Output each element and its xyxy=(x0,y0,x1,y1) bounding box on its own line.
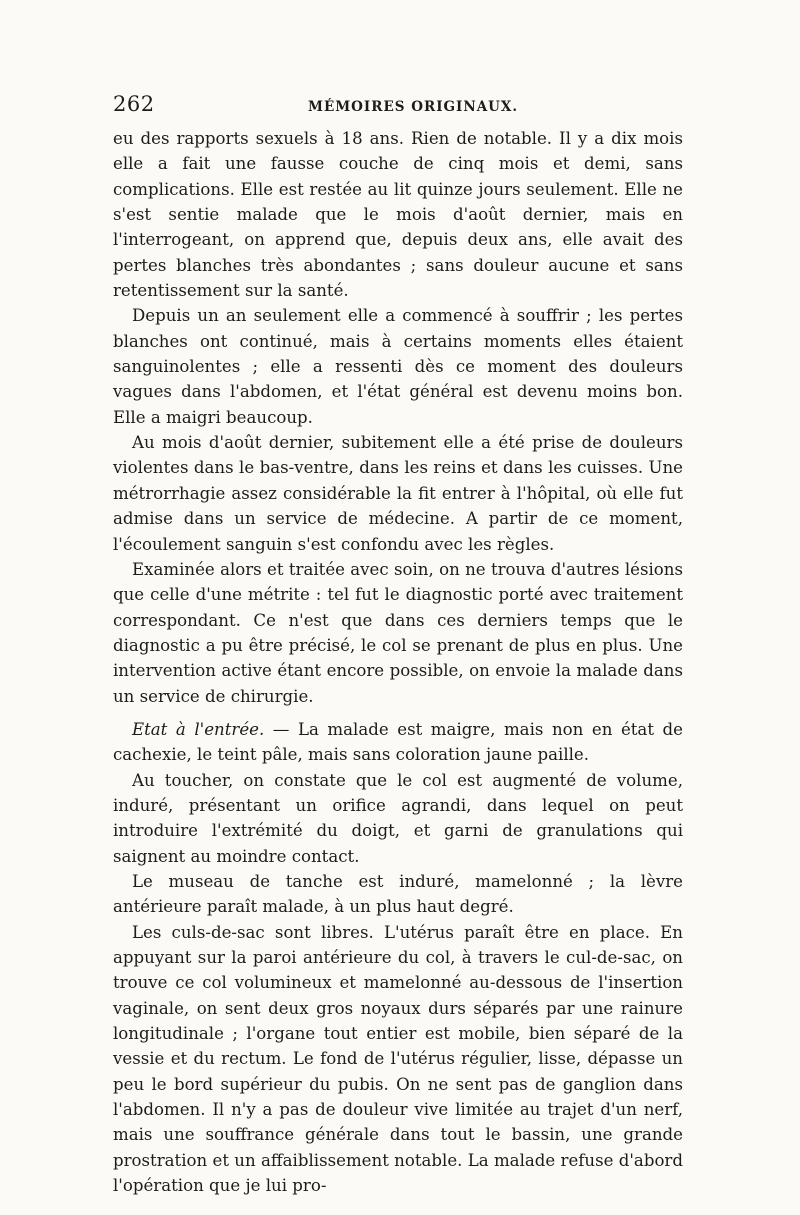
section-heading-etat-entree: Etat à l'entrée. xyxy=(132,719,265,739)
paragraph-2: Depuis un an seulement elle a commencé à souffrir ; les pertes blanches ont continué, mais à certains moments elles étaient sanguinolentes ; elle a ressenti dès ce moment des douleurs vagues dans l'abdomen, et l'état général est devenu moins bon. Elle a maigri beaucoup. xyxy=(113,306,683,427)
paragraph-7: Le museau de tanche est induré, mamelonné ; la lèvre antérieure paraît malade, à un plus haut degré. xyxy=(113,871,683,917)
paragraph-5 xyxy=(113,717,683,768)
page-header xyxy=(113,92,693,122)
paragraph-3: Au mois d'août dernier, subitement elle a été prise de douleurs violentes dans le bas-ventre, dans les reins et dans les cuisses. Une métrorrhagie assez considérable la fit entrer à l'hôpital, où elle fut admise dans un service de médecine. A partir de ce moment, l'écoulement sanguin s'est confondu avec les règles. xyxy=(113,433,683,554)
page-number: 262 xyxy=(113,92,155,116)
body-text xyxy=(113,126,683,1198)
running-title: MÉMOIRES ORIGINAUX. xyxy=(308,99,519,115)
paragraph-1: eu des rapports sexuels à 18 ans. Rien de notable. Il y a dix mois elle a fait une fausse couche de cinq mois et demi, sans complications. Elle est restée au lit quinze jours seulement. Elle ne s'est sentie malade que le mois d'août dernier, mais en l'interrogeant, on apprend que, depuis deux ans, elle avait des pertes blanches très abondantes ; sans douleur aucune et sans retentissement sur la santé. xyxy=(113,129,683,301)
paragraph-5-text: — La malade est maigre, mais non en état de cachexie, le teint pâle, mais sans coloration jaune paille. xyxy=(113,719,683,765)
paragraph-6: Au toucher, on constate que le col est augmenté de volume, induré, présentant un orifice agrandi, dans lequel on peut introduire l'extrémité du doigt, et garni de granulations qui saignent au moindre contact. xyxy=(113,770,683,866)
paragraph-4: Examinée alors et traitée avec soin, on ne trouva d'autres lésions que celle d'une métrite : tel fut le diagnostic porté avec traitement correspondant. Ce n'est que dans ces derniers temps que le diagnostic a pu être précisé, le col se prenant de plus en plus. Une intervention active étant encore possible, on envoie la malade dans un service de chirurgie. xyxy=(113,559,683,706)
paragraph-8: Les culs-de-sac sont libres. L'utérus paraît être en place. En appuyant sur la paroi antérieure du col, à travers le cul-de-sac, on trouve ce col volumineux et mamelonné au-dessous de l'insertion vaginale, on sent deux gros noyaux durs séparés par une rainure longitudinale ; l'organe tout entier est mobile, bien séparé de la vessie et du rectum. Le fond de l'utérus régulier, lisse, dépasse un peu le bord supérieur du pubis. On ne sent pas de ganglion dans l'abdomen. Il n'y a pas de douleur vive limitée au trajet d'un nerf, mais une souffrance générale dans tout le bassin, une grande prostration et un affaiblissement notable. La malade refuse d'abord l'opération que je lui pro- xyxy=(113,922,683,1196)
